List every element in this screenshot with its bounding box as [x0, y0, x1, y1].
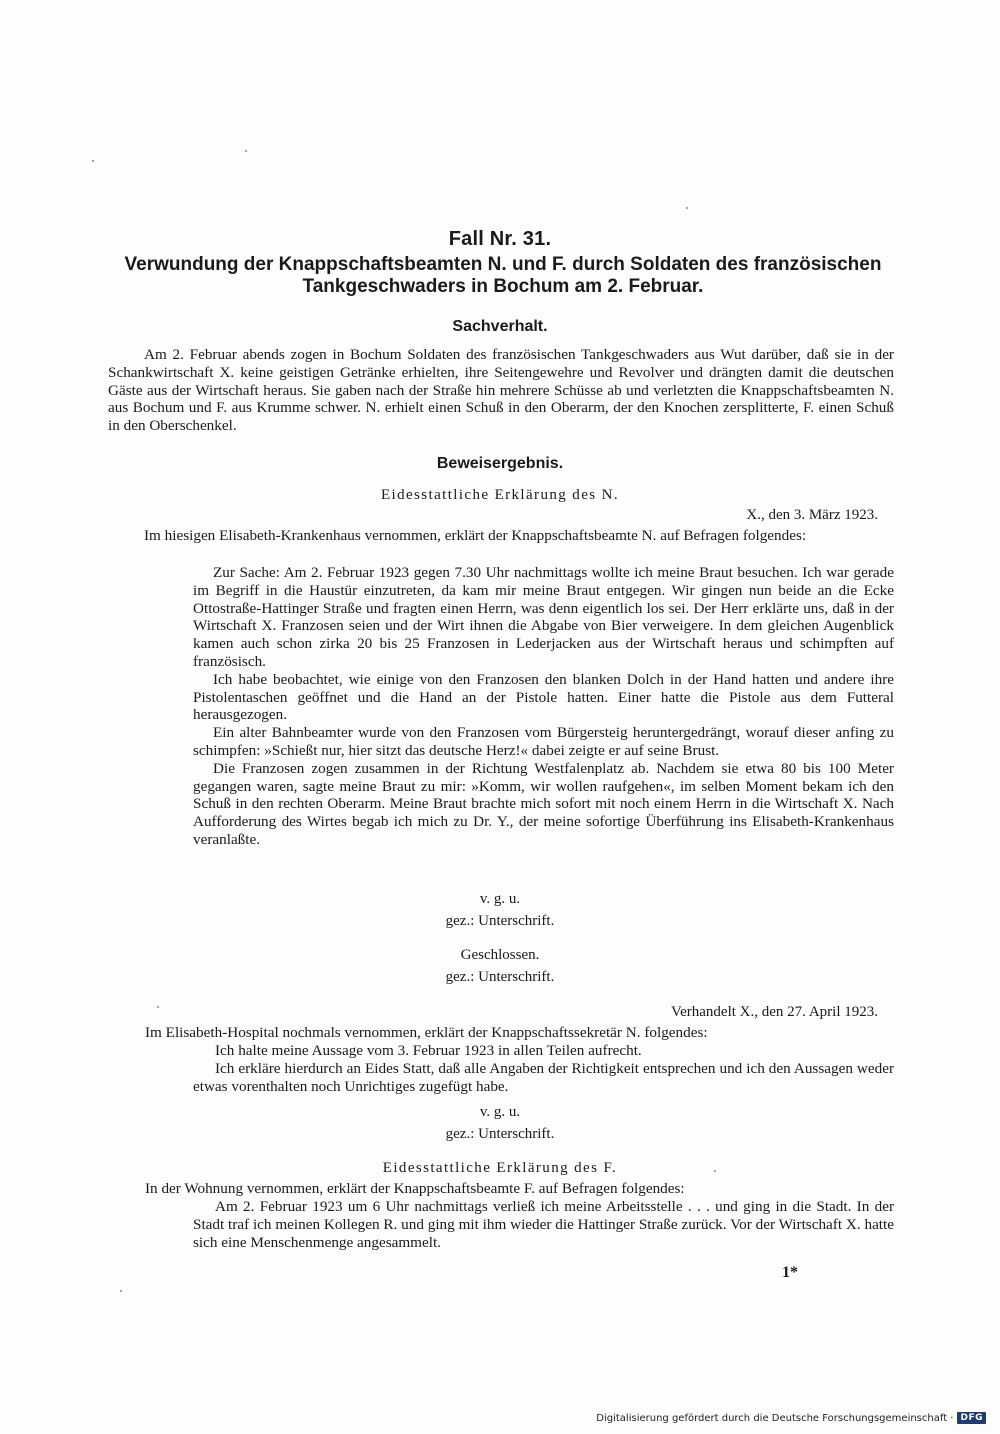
scan-speck [120, 1290, 122, 1292]
decl-n-signature-2: gez.: Unterschrift. [445, 969, 555, 985]
decl-f-intro [145, 1180, 894, 1198]
case-title: Verwundung der Knappschaftsbeamten N. und F. durch Soldaten des französischen Tankgeschwaders in Bochum am 2. Februar. [124, 254, 882, 297]
page-number: 1* [782, 1264, 798, 1281]
decl-n-closed: Geschlossen. [460, 947, 540, 963]
digitization-credit [596, 1412, 986, 1424]
beweisergebnis-heading: Beweisergebnis. [436, 455, 564, 472]
decl-n2-place-date: Verhandelt X., den 27. April 1923. [670, 1004, 878, 1020]
decl-n2-statement [193, 1042, 894, 1095]
decl-n-signature: gez.: Unterschrift. [445, 913, 555, 929]
dfg-logo: DFG [957, 1412, 986, 1424]
decl-n-heading: Eidesstattliche Erklärung des N. [380, 487, 620, 503]
decl-n-place-date: X., den 3. März 1923. [746, 507, 878, 523]
decl-n-paragraph-4: Die Franzosen zogen zusammen in der Richtung Westfalenplatz ab. Nachdem sie etwa 80 bis 100 Meter gegangen waren, sagte meine Braut zu mir: »Komm, wir wollen raufgehen«, im selben Moment bekam ich den Schuß in den rechten Oberarm. Meine Braut brachte mich sofort mit noch einem Herrn in die Wirtschaft X. Nach Aufforderung des Wirtes begab ich mich zu Dr. Y., der meine sofortige Überführung ins Elisabeth-Krankenhaus veranlaßte. [193, 759, 894, 848]
decl-f-intro-text: In der Wohnung vernommen, erklärt der Knappschaftsbeamte F. auf Befragen folgendes: [145, 1180, 685, 1197]
credit-text: Digitalisierung gefördert durch die Deutsche Forschungsgemeinschaft · [596, 1412, 954, 1424]
scan-speck [686, 207, 688, 209]
sachverhalt-text [108, 346, 894, 435]
scan-speck [92, 160, 94, 162]
scan-speck [245, 150, 247, 152]
decl-n2-signature: gez.: Unterschrift. [445, 1126, 555, 1142]
decl-n-paragraph-3: Ein alter Bahnbeamter wurde von den Franzosen vom Bürgersteig heruntergedrängt, worauf dieser anfing zu schimpfen: »Schießt nur, hier sitzt das deutsche Herz!« dabei zeigte er auf seine Brust. [193, 724, 894, 759]
decl-n-paragraph-2: Ich habe beobachtet, wie einige von den Franzosen den blanken Dolch in der Hand hatten und andere ihre Pistolentaschen geöffnet und die Hand an der Pistole hatten. Einer hatte die Pistole aus dem Futteral herausgezogen. [193, 670, 894, 724]
decl-n-statement [193, 564, 894, 849]
decl-n2-intro [145, 1024, 894, 1042]
decl-n2-paragraph-2: Ich erkläre hierdurch an Eides Statt, daß alle Angaben der Richtigkeit entsprechen und ich den Aussagen weder etwas vorenthalten noch Unrichtiges zugefügt habe. [193, 1059, 894, 1095]
decl-f-heading: Eidesstattliche Erklärung des F. [382, 1160, 618, 1176]
decl-n2-paragraph-1: Ich halte meine Aussage vom 3. Februar 1923 in allen Teilen aufrecht. [215, 1042, 642, 1059]
case-number: Fall Nr. 31. [448, 228, 552, 250]
decl-f-paragraph: Am 2. Februar 1923 um 6 Uhr nachmittags verließ ich meine Arbeitsstelle . . . und ging in die Stadt. In der Stadt traf ich meinen Kollegen R. und ging mit ihm wieder die Hattinger Straße zurück. Vor der Wirtschaft X. hatte sich eine Menschenmenge angesammelt. [193, 1198, 894, 1251]
sachverhalt-paragraph: Am 2. Februar abends zogen in Bochum Soldaten des französischen Tankgeschwaders aus Wut darüber, daß sie in der Schankwirtschaft X. keine geistigen Getränke erhielten, ihre Seitengewehre und Revolver und drängten damit die deutschen Gäste aus der Wirtschaft heraus. Sie gaben nach der Straße hin mehrere Schüsse ab und verletzten die Knappschaftsbeamten N. aus Bochum und F. aus Krumme schwer. N. erhielt einen Schuß in den Oberarm, der den Knochen zersplitterte, F. einen Schuß in den Oberschenkel. [108, 346, 894, 435]
decl-f-statement [193, 1198, 894, 1251]
decl-n-vgu: v. g. u. [479, 891, 521, 907]
decl-n2-vgu: v. g. u. [479, 1104, 521, 1120]
decl-n2-intro-text: Im Elisabeth-Hospital nochmals vernommen, erklärt der Knappschaftssekretär N. folgendes: [145, 1024, 708, 1041]
scan-speck [157, 1006, 159, 1008]
sachverhalt-heading: Sachverhalt. [452, 318, 548, 335]
decl-n-intro [108, 527, 894, 545]
scan-speck [714, 1170, 716, 1172]
decl-n-paragraph-1: Zur Sache: Am 2. Februar 1923 gegen 7.30 Uhr nachmittags wollte ich meine Braut besuchen. Ich war gerade im Begriff in die Haustür einzutreten, da kam mir meine Braut entgegen. Wir gingen nun beide an die Ecke Ottostraße-Hattinger Straße und fragten einen Herrn, was denn eigentlich los sei. Der Herr erklärte uns, daß in der Wirtschaft X. Franzosen seien und der Wirt ihnen die Abgabe von Bier verweigere. In dem gleichen Augenblick kamen auch schon zirka 20 bis 25 Franzosen in Lederjacken aus der Wirtschaft heraus und schimpften auf französisch. [193, 564, 894, 670]
decl-n-intro-text: Im hiesigen Elisabeth-Krankenhaus vernommen, erklärt der Knappschaftsbeamte N. auf Befragen folgendes: [144, 527, 807, 544]
